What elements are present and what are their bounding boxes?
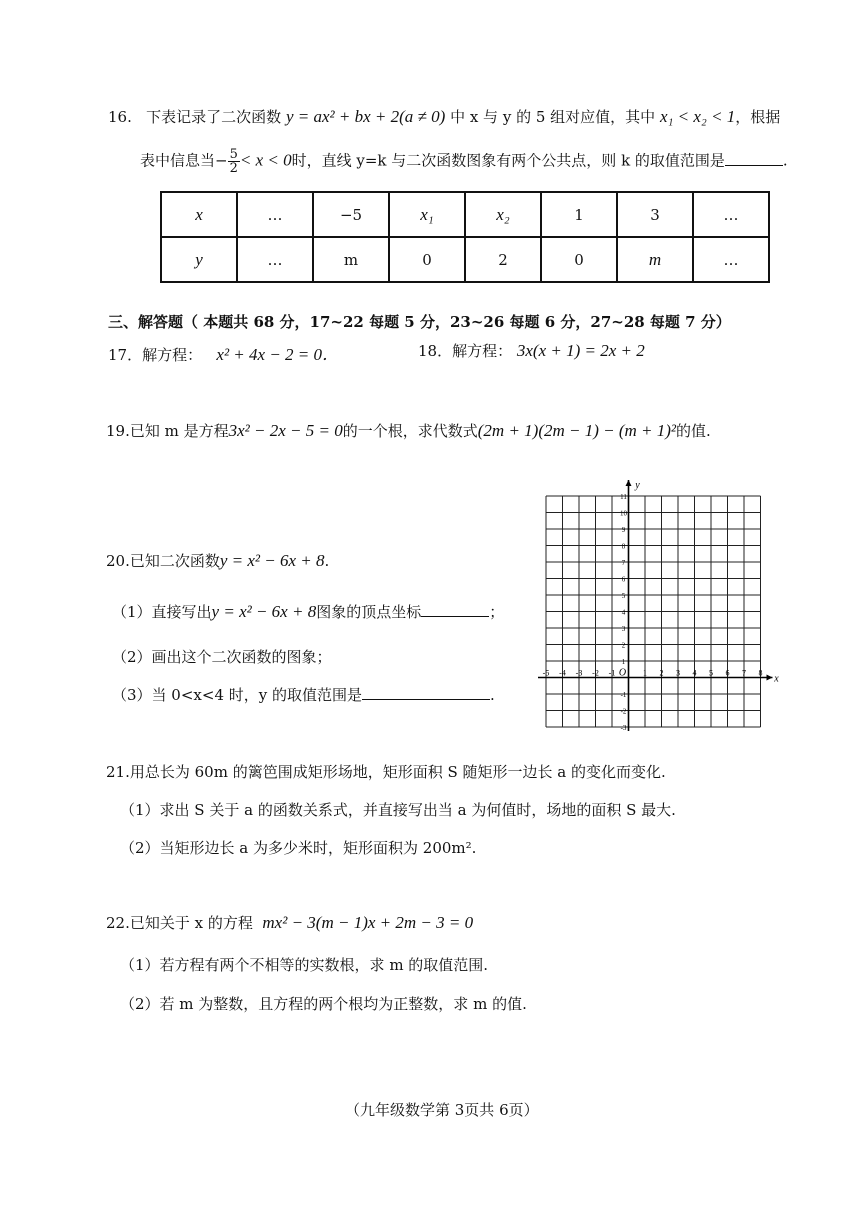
table-cell: 2 <box>465 237 541 282</box>
x-tick-label: 5 <box>709 668 713 678</box>
q16-range: < x < 0 <box>239 150 292 170</box>
x-tick-label: 4 <box>692 668 697 678</box>
coordinate-grid <box>526 474 780 736</box>
y-tick-label: 9 <box>621 526 626 534</box>
y-tick-label: 10 <box>620 509 627 518</box>
q20-text-a: 20.已知二次函数 <box>106 552 220 570</box>
q16-text-a: 下表记录了二次函数 <box>146 108 282 126</box>
grid-axes <box>538 480 773 731</box>
y-tick-label: 1 <box>621 658 626 666</box>
table-cell: … <box>693 237 769 282</box>
x-tick-label: 6 <box>725 668 730 678</box>
x-tick-label: -3 <box>575 668 583 678</box>
q16-answer-blank[interactable] <box>725 151 783 166</box>
q19-expression: (2m + 1)(2m − 1) − (m + 1)² <box>477 421 677 440</box>
q20-p1-text: （1）直接写出 <box>112 603 212 621</box>
table-row <box>161 237 769 282</box>
q22-stem <box>106 912 473 933</box>
q20-part3 <box>112 684 495 705</box>
q22-part1: （1）若方程有两个不相等的实数根，求 m 的取值范围. <box>120 956 489 974</box>
table-cell: x <box>161 192 237 237</box>
x-axis-arrow <box>767 675 773 681</box>
q19-text-b: 的一个根，求代数式 <box>342 422 478 440</box>
grid-lines <box>546 496 761 727</box>
x-tick-label: -5 <box>542 668 550 678</box>
y-tick-label: 11 <box>620 493 627 501</box>
x-tick-label: -4 <box>559 668 566 678</box>
q16-frac-num: 5 <box>229 147 238 162</box>
x-tick-label: 2 <box>659 668 664 678</box>
q20-stem-end: . <box>324 552 330 570</box>
y-tick-label: 5 <box>621 592 626 600</box>
q16-text-d: 表中信息当 <box>140 151 216 170</box>
x-tick-label: 8 <box>758 668 763 678</box>
x-tick-label: 7 <box>742 668 746 678</box>
q19-equation: 3x² − 2x − 5 = 0 <box>228 421 343 440</box>
q22-text: 22.已知关于 x 的方程 <box>106 914 253 932</box>
q18-expr: 3x(x + 1) = 2x + 2 <box>516 341 645 360</box>
q21-part1: （1）求出 S 关于 a 的函数关系式，并直接写出当 a 为何值时，场地的面积 S 最大. <box>120 801 676 819</box>
q17-expr: x² + 4x − 2 = 0． <box>216 345 340 364</box>
q19 <box>106 420 711 441</box>
table-cell: … <box>237 192 313 237</box>
q17 <box>108 340 339 365</box>
q20-range-blank[interactable] <box>362 685 490 700</box>
q16-fraction <box>228 148 240 175</box>
q16-frac-den: 2 <box>229 161 238 176</box>
table-cell: x₁ <box>389 192 465 237</box>
q16-line1 <box>108 106 780 127</box>
q20-stem <box>106 550 329 571</box>
q18-label: 18．解方程： <box>418 342 513 360</box>
q20-p1-function: y = x² − 6x + 8 <box>211 602 317 621</box>
table-cell: −5 <box>313 192 389 237</box>
table-cell: 3 <box>617 192 693 237</box>
y-tick-label: -1 <box>620 691 627 699</box>
q19-text-a: 19.已知 m 是方程 <box>106 422 229 440</box>
x-tick-label: 3 <box>676 668 680 678</box>
q16-number: 16. <box>108 108 132 126</box>
q20-function: y = x² − 6x + 8 <box>219 551 325 570</box>
y-tick-label: 2 <box>621 641 626 650</box>
y-tick-label: 6 <box>621 575 626 584</box>
q16-minus: − <box>215 151 228 170</box>
x-tick-label: -1 <box>608 668 616 678</box>
q16-condition: x₁ < x₂ < 1 <box>659 107 736 126</box>
table-row <box>161 192 769 237</box>
q20-part1 <box>112 601 504 622</box>
y-tick-label: 8 <box>621 542 626 551</box>
y-tick-label: -3 <box>620 724 627 732</box>
x-tick-label: -2 <box>592 668 599 678</box>
q16-text-b: 中 x 与 y 的 5 组对应值，其中 <box>450 108 656 126</box>
q20-part2: （2）画出这个二次函数的图象； <box>112 648 332 666</box>
table-cell: x₂ <box>465 192 541 237</box>
q16-text-e: 时，直线 y=k 与二次函数图象有两个公共点，则 k 的取值范围是 <box>291 151 725 170</box>
q16-function-expr: y = ax² + bx + 2(a ≠ 0) <box>285 107 446 126</box>
x-tick-label: 1 <box>643 668 647 678</box>
table-cell: … <box>693 192 769 237</box>
page-footer: （九年级数学第 3页共 6页） <box>345 1101 539 1119</box>
q19-text-c: 的值. <box>676 422 711 440</box>
table-cell: 0 <box>541 237 617 282</box>
q20-vertex-blank[interactable] <box>421 602 489 617</box>
q21-part2: （2）当矩形边长 a 为多少米时，矩形面积为 200m². <box>120 839 477 857</box>
table-cell: y <box>161 237 237 282</box>
table-cell: m <box>313 237 389 282</box>
y-tick-label: 3 <box>621 625 626 633</box>
table-cell: … <box>237 237 313 282</box>
q17-label: 17．解方程： <box>108 346 203 364</box>
q16-text-c: ，根据 <box>735 108 781 126</box>
table-cell: 1 <box>541 192 617 237</box>
table-cell: m <box>617 237 693 282</box>
q20-p1-end: ； <box>489 603 505 621</box>
x-axis-label: x <box>774 673 779 685</box>
q22-part2: （2）若 m 为整数，且方程的两个根均为正整数，求 m 的值. <box>120 995 527 1013</box>
q22-equation: mx² − 3(m − 1)x + 2m − 3 = 0 <box>262 913 474 932</box>
y-tick-label: 4 <box>621 608 626 617</box>
q21-stem: 21.用总长为 60m 的篱笆围成矩形场地，矩形面积 S 随矩形一边长 a 的变化而变化. <box>106 763 666 781</box>
y-tick-label: -2 <box>620 707 627 716</box>
q20-p1-text-b: 图象的顶点坐标 <box>316 603 422 621</box>
q18 <box>418 340 645 361</box>
section-title: 三、解答题（ 本题共 68 分，17~22 每题 5 分，23~26 每题 6 分，27~28 每题 7 分） <box>108 313 731 331</box>
q16-line2 <box>140 148 788 175</box>
q20-p3-end: . <box>490 686 495 704</box>
q16-value-table <box>160 191 770 283</box>
y-axis-arrow <box>626 480 632 486</box>
q20-p3-text: （3）当 0<x<4 时，y 的取值范围是 <box>112 686 363 704</box>
origin-label: O <box>618 667 627 679</box>
y-axis-label: y <box>635 480 640 491</box>
y-tick-label: 7 <box>621 559 626 567</box>
table-cell: 0 <box>389 237 465 282</box>
q16-end: . <box>782 151 788 170</box>
